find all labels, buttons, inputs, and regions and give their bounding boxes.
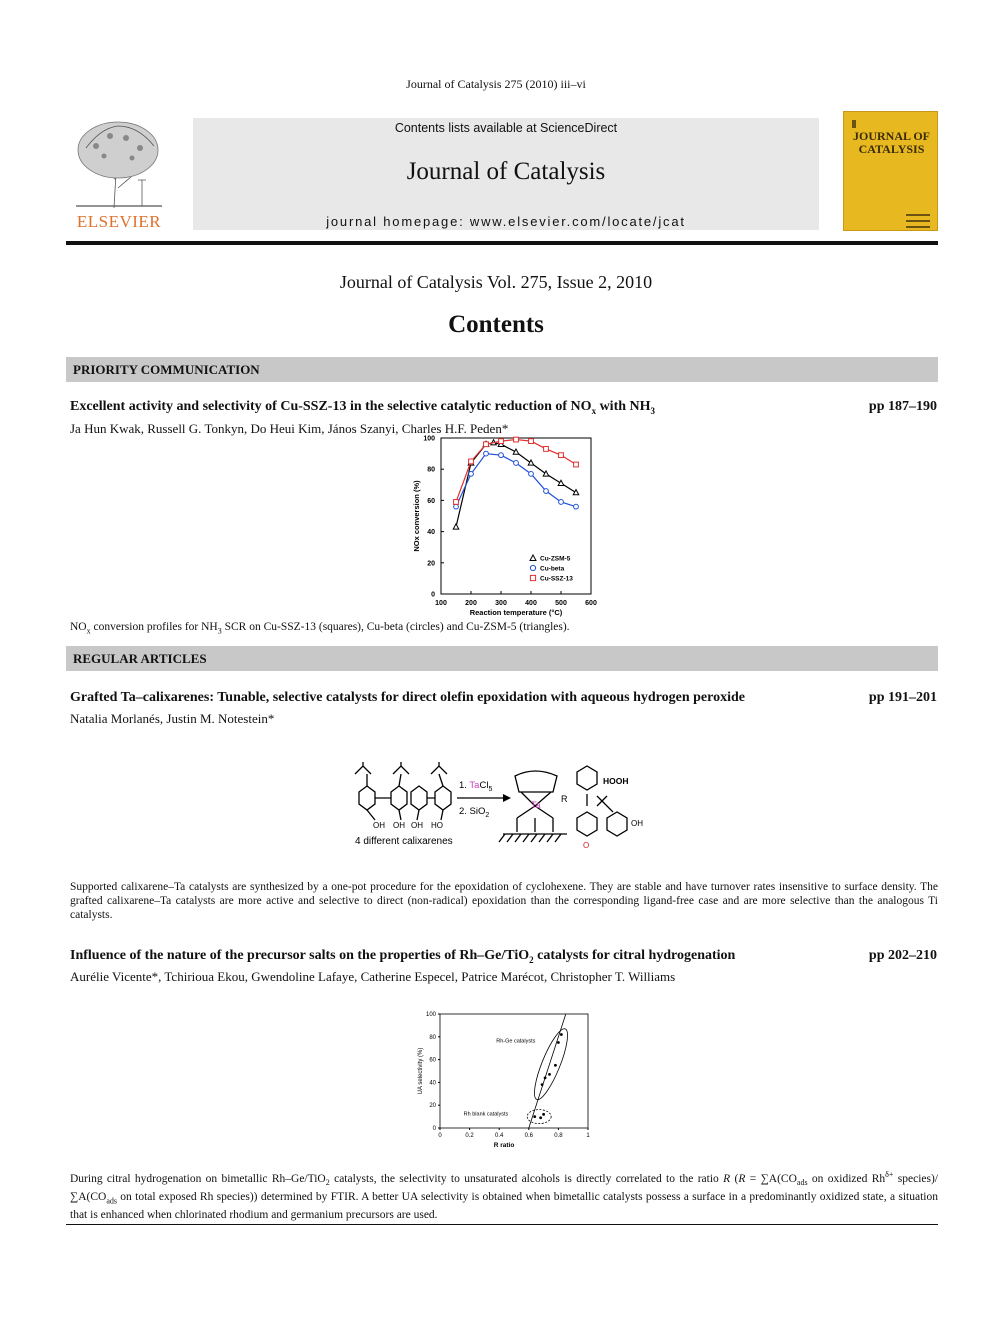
data-point-circle xyxy=(499,453,504,458)
data-point-square xyxy=(574,462,579,467)
cover-title: JOURNAL OF CATALYSIS xyxy=(852,129,930,156)
data-point-triangle xyxy=(558,480,564,485)
contents-heading: Contents xyxy=(448,311,544,338)
annotation: Rh-Ge catalysts xyxy=(496,1038,536,1045)
data-point-square xyxy=(559,453,564,458)
x-tick-label: 0.4 xyxy=(495,1133,504,1139)
hooh-label: HOOH xyxy=(603,776,629,786)
data-point xyxy=(554,1064,557,1067)
r-group: R xyxy=(561,794,568,804)
issue-line: Journal of Catalysis Vol. 275, Issue 2, 2010 xyxy=(339,272,653,292)
y-tick-label: 60 xyxy=(427,497,435,505)
step-2: 2. SiO$_2$ xyxy=(459,806,490,819)
y-tick-label: 80 xyxy=(427,466,435,474)
x-tick-label: 100 xyxy=(435,600,447,607)
data-point xyxy=(533,1115,536,1118)
bottom-rule xyxy=(66,1224,938,1225)
y-tick-label: 20 xyxy=(427,560,435,568)
x-tick-label: 0.8 xyxy=(554,1133,563,1139)
legend-label: Cu-ZSM-5 xyxy=(540,555,571,563)
calixarene-structure xyxy=(355,762,451,820)
y-tick-label: 100 xyxy=(423,435,435,443)
data-point-triangle xyxy=(528,460,534,465)
y-tick-label: 40 xyxy=(429,1080,436,1087)
article-pages[interactable]: pp 191–201 xyxy=(868,690,937,705)
legend-marker xyxy=(530,555,536,561)
x-tick-label: 1 xyxy=(586,1133,590,1139)
article-authors: Natalia Morlanés, Justin M. Notestein* xyxy=(70,711,275,726)
calixarene-label: 4 different calixarenes xyxy=(355,836,453,847)
x-tick-label: 0 xyxy=(438,1133,442,1139)
figure-caption: $NO_x$ conversion profiles for $NH_3$ SCR on Cu-SSZ-13 (squares), Cu-beta (circles) and Cu-ZSM-5 (triangles). xyxy=(70,621,570,636)
y-tick-label: 60 xyxy=(429,1057,436,1064)
epoxide-o: O xyxy=(583,841,590,850)
elsevier-wordmark: ELSEVIER xyxy=(76,212,162,231)
data-point xyxy=(544,1076,547,1079)
arrowhead xyxy=(503,794,511,802)
data-point-square xyxy=(484,442,489,447)
data-point-circle xyxy=(544,489,549,494)
article-pages[interactable]: pp 202–210 xyxy=(868,948,937,963)
x-tick-label: 500 xyxy=(555,600,567,607)
x-axis-label: Reaction temperature (°C) xyxy=(469,608,563,617)
x-tick-label: 0.2 xyxy=(465,1133,474,1139)
legend-label: Cu-SSZ-13 xyxy=(540,575,573,583)
article-abstract: During citral hydrogenation on bimetallic Rh–Ge/TiO$_2$ catalysts, the selectivity to unsaturated alcohols is directly correlated to the ratio R ($R = \sum A(CO_{ads}$ on oxidized $Rh^{\delta+}$ $species)/\sum A(CO_{ads}$ on total exposed Rh species)) determined by FTIR. A better UA selectivity is obtained when bimetallic catalysts possess a surface in a predominantly oxidized state, a situation that is enhanced when chlorinated rhodium and germanium precursors are used. xyxy=(70,1170,939,1222)
data-point-circle xyxy=(454,504,459,509)
calixarene-scheme xyxy=(345,762,665,852)
journal-citation: Journal of Catalysis 275 (2010) iii–vi xyxy=(406,77,586,91)
data-point-circle xyxy=(574,504,579,509)
journal-cover xyxy=(843,111,938,231)
data-point xyxy=(542,1113,545,1116)
data-point-circle xyxy=(484,451,489,456)
plot-frame xyxy=(440,1014,588,1128)
article-abstract: Supported calixarene–Ta catalysts are synthesized by a one-pot procedure for the epoxidation of cyclohexene. They are stable and have turnover rates insensitive to surface density. The grafted calixarene–Ta catalysts are more active and selective to direct (non-radical) epoxidation than the corresponding ligand-free case and are more selective than the analogous Ti catalysts. xyxy=(70,881,938,921)
data-point-circle xyxy=(514,461,519,466)
annotation: Rh blank catalysts xyxy=(463,1111,509,1118)
data-point-square xyxy=(469,459,474,464)
data-point xyxy=(541,1083,544,1086)
y-tick-label: 80 xyxy=(429,1034,436,1041)
ua-selectivity-chart xyxy=(412,1008,597,1153)
y-tick-label: 0 xyxy=(432,1126,436,1132)
oh-label: OH xyxy=(373,821,385,830)
y-tick-label: 100 xyxy=(425,1012,436,1018)
rh-ge-ellipse xyxy=(528,1026,573,1103)
legend-marker xyxy=(530,565,535,570)
section-priority-communication: PRIORITY COMMUNICATION xyxy=(66,357,938,382)
y-tick-label: 0 xyxy=(431,591,435,599)
nox-conversion-chart xyxy=(405,430,605,625)
data-point-triangle xyxy=(513,449,519,454)
data-point-circle xyxy=(469,471,474,476)
oh-label: OH xyxy=(411,821,423,830)
contents-available[interactable]: Contents lists available at ScienceDirect xyxy=(394,121,618,135)
ta-atom: Ta xyxy=(531,800,541,810)
x-tick-label: 300 xyxy=(495,600,507,607)
legend-marker xyxy=(530,575,535,580)
journal-title: Journal of Catalysis xyxy=(406,158,606,185)
article-pages[interactable]: pp 187–190 xyxy=(868,399,937,414)
x-tick-label: 400 xyxy=(525,600,537,607)
data-point-square xyxy=(514,437,519,442)
article-title[interactable]: Grafted Ta–calixarenes: Tunable, selective catalysts for direct olefin epoxidation with aqueous hydrogen peroxide xyxy=(70,690,745,705)
x-tick-label: 600 xyxy=(585,600,597,607)
y-tick-label: 40 xyxy=(427,529,435,537)
article-title[interactable]: Influence of the nature of the precursor salts on the properties of Rh–Ge/TiO$_2$ catalysts for citral hydrogenation xyxy=(70,948,736,965)
data-point-square xyxy=(544,447,549,452)
data-point-square xyxy=(529,439,534,444)
data-point-circle xyxy=(559,500,564,505)
oh-label: OH xyxy=(631,819,643,828)
article-authors: Aurélie Vicente*, Tchirioua Ekou, Gwendoline Lafaye, Catherine Especel, Patrice Marécot, Christopher T. Williams xyxy=(70,969,676,984)
x-tick-label: 200 xyxy=(465,600,477,607)
data-point-triangle xyxy=(573,490,579,495)
journal-banner xyxy=(193,118,819,230)
ho-label: HO xyxy=(431,821,443,830)
data-point-square xyxy=(499,439,504,444)
data-point xyxy=(560,1033,563,1036)
step-1: 1. TaCl$_5$ xyxy=(459,780,493,793)
data-point-circle xyxy=(529,471,534,476)
y-axis-label: UA selectivity (%) xyxy=(418,1047,424,1095)
article-authors: Ja Hun Kwak, Russell G. Tonkyn, Do Heui Kim, János Szanyi, Charles H.F. Peden* xyxy=(70,421,509,436)
x-axis-label: R ratio xyxy=(493,1142,515,1149)
data-point xyxy=(548,1073,551,1076)
y-tick-label: 20 xyxy=(429,1103,436,1110)
data-point xyxy=(557,1041,560,1044)
article-title[interactable]: Excellent activity and selectivity of Cu-SSZ-13 in the selective catalytic reduction of $NO_x$ with $NH_3$ xyxy=(70,399,656,416)
data-point xyxy=(539,1116,542,1119)
oh-label: OH xyxy=(393,821,405,830)
journal-homepage-link[interactable]: journal homepage: www.elsevier.com/locate/jcat xyxy=(326,214,686,229)
header-rule xyxy=(66,241,938,245)
data-point-triangle xyxy=(543,471,549,476)
legend-label: Cu-beta xyxy=(540,565,565,573)
x-tick-label: 0.6 xyxy=(524,1133,533,1139)
section-regular-articles: REGULAR ARTICLES xyxy=(66,646,938,671)
y-axis-label: NOx conversion (%) xyxy=(412,480,421,552)
data-point-square xyxy=(454,500,459,505)
data-point-triangle xyxy=(453,524,459,529)
